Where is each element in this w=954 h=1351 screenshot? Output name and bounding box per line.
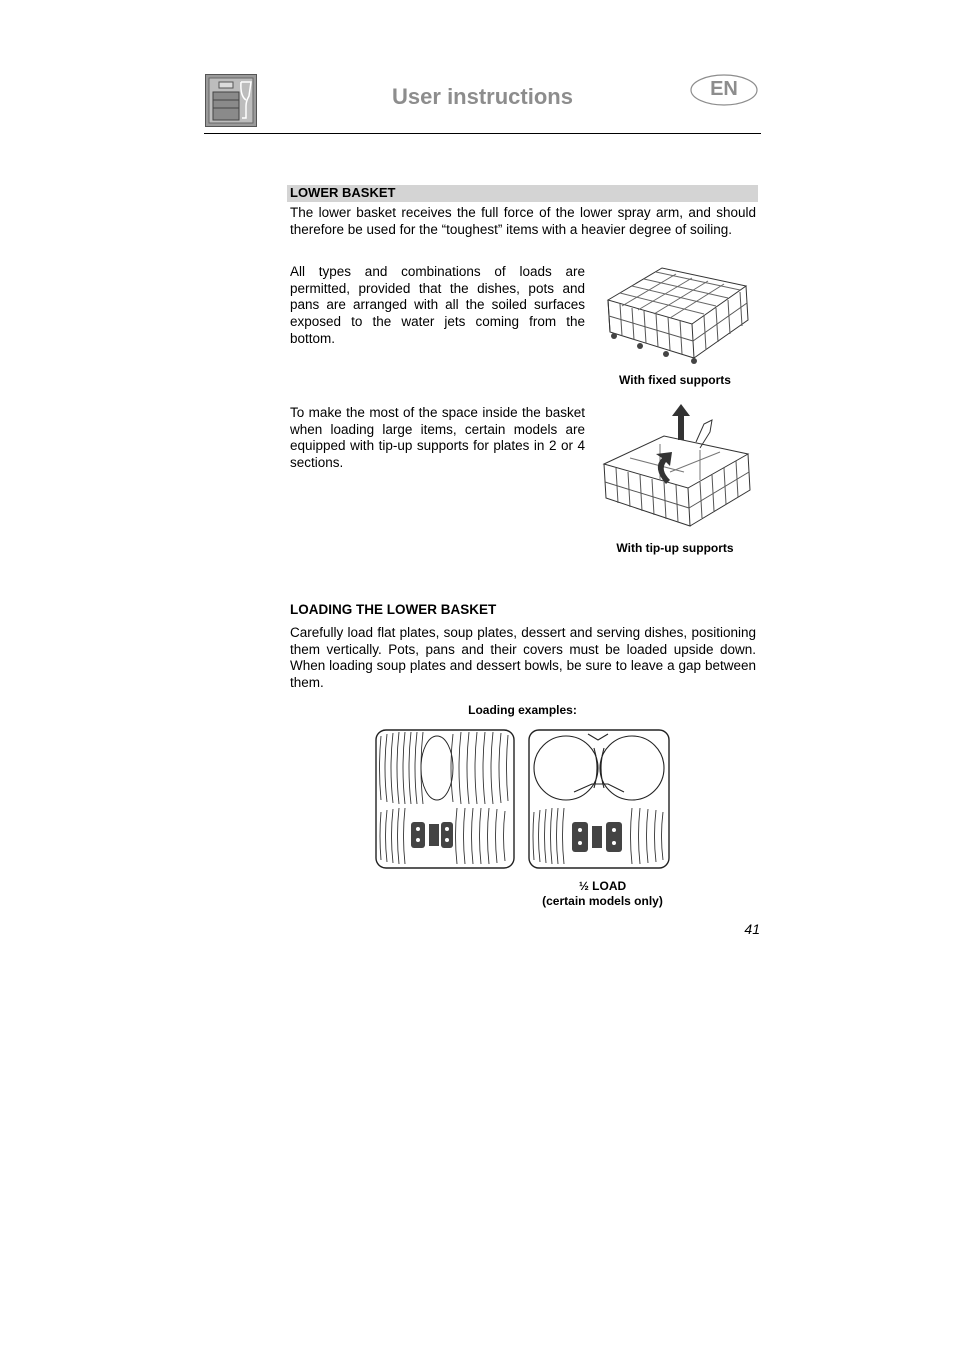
loading-examples-label: Loading examples: <box>468 703 577 717</box>
section-title: LOWER BASKET <box>290 185 396 200</box>
half-load-caption-line-2: (certain models only) <box>542 894 663 908</box>
half-load-caption-line-1: ½ LOAD <box>578 879 627 893</box>
basket-fixed-supports-illustration <box>600 262 752 364</box>
language-code: EN <box>710 78 738 100</box>
page-number: 41 <box>744 921 760 937</box>
header-title: User instructions <box>392 84 573 109</box>
header-divider <box>204 133 761 134</box>
caption-tip-up-supports: With tip-up supports <box>616 541 734 555</box>
basket-tip-up-supports-illustration <box>600 402 752 534</box>
caption-fixed-supports: With fixed supports <box>619 373 731 387</box>
loading-section-title: LOADING THE LOWER BASKET <box>290 602 497 617</box>
tip-up-paragraph: To make the most of the space inside the basket when loading large items, certain models are equipped with tip-up supports for plates in 2 or 4 sections. <box>290 405 585 471</box>
language-badge <box>690 74 758 106</box>
loading-paragraph: Carefully load flat plates, soup plates, dessert and serving dishes, positioning them vertically. Pots, pans and their covers must be loaded upside down. When loading soup plates and dessert bowls, be sure to leave a gap between them. <box>290 625 756 691</box>
full-load-example-illustration <box>375 728 515 870</box>
load-types-paragraph: All types and combinations of loads are permitted, provided that the dishes, pots and pans are arranged with all the soiled surfaces exposed to the water jets coming from the bottom. <box>290 264 585 346</box>
half-load-example-illustration <box>528 728 670 870</box>
dishwasher-logo-icon <box>205 74 257 127</box>
half-load-caption <box>515 879 690 909</box>
intro-paragraph: The lower basket receives the full force of the lower spray arm, and should therefore be used for the “toughest” items with a heavier degree of soiling. <box>290 205 756 237</box>
